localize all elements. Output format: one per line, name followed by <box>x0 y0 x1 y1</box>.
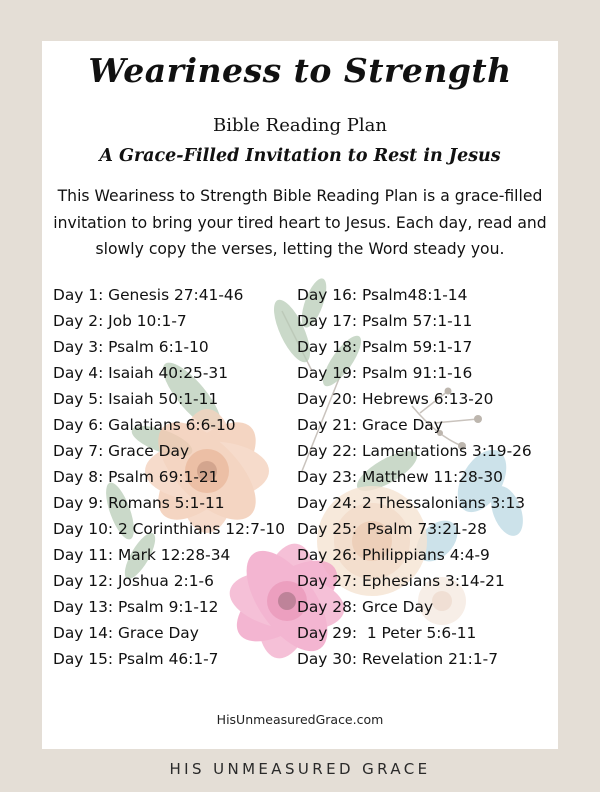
list-item: Day 11: Mark 12:28-34 <box>53 546 231 564</box>
list-item: Day 23: Matthew 11:28-30 <box>297 468 503 486</box>
list-item: Day 5: Isaiah 50:1-11 <box>53 390 219 408</box>
list-item: Day 17: Psalm 57:1-11 <box>297 312 473 330</box>
list-item: Day 24: 2 Thessalonians 3:13 <box>297 494 526 512</box>
list-item: Day 9: Romans 5:1-11 <box>53 494 225 512</box>
list-item: Day 22: Lamentations 3:19-26 <box>297 442 532 460</box>
list-item: Day 2: Job 10:1-7 <box>53 312 187 330</box>
list-item: Day 13: Psalm 9:1-12 <box>53 598 219 616</box>
intro-paragraph: This Weariness to Strength Bible Reading Plan is a grace-filled invitation to bring your tired heart to Jesus. Each day, read and slowly copy the verses, letting the Word steady you. <box>53 187 547 258</box>
brand-footer: HIS UNMEASURED GRACE <box>169 760 431 778</box>
list-item: Day 14: Grace Day <box>53 624 199 642</box>
reading-list-left <box>53 282 285 672</box>
list-item: Day 4: Isaiah 40:25-31 <box>53 364 228 382</box>
list-item: Day 8: Psalm 69:1-21 <box>53 468 219 486</box>
list-item: Day 25: Psalm 73:21-28 <box>297 520 487 538</box>
list-item: Day 30: Revelation 21:1-7 <box>297 650 498 668</box>
list-item: Day 26: Philippians 4:4-9 <box>297 546 490 564</box>
list-item: Day 20: Hebrews 6:13-20 <box>297 390 494 408</box>
list-item: Day 6: Galatians 6:6-10 <box>53 416 236 434</box>
list-item: Day 1: Genesis 27:41-46 <box>53 286 244 304</box>
list-item: Day 10: 2 Corinthians 12:7-10 <box>53 520 286 538</box>
plan-tagline: A Grace-Filled Invitation to Rest in Jesus <box>99 146 501 166</box>
list-item: Day 15: Psalm 46:1-7 <box>53 650 219 668</box>
plan-title: Weariness to Strength <box>88 51 512 90</box>
list-item: Day 7: Grace Day <box>53 442 190 460</box>
website-url: HisUnmeasuredGrace.com <box>216 712 384 727</box>
reading-list-right <box>297 282 532 672</box>
list-item: Day 29: 1 Peter 5:6-11 <box>297 624 477 642</box>
list-item: Day 28: Grce Day <box>297 598 434 616</box>
reading-plan-card <box>42 41 558 749</box>
list-item: Day 3: Psalm 6:1-10 <box>53 338 209 356</box>
list-item: Day 12: Joshua 2:1-6 <box>53 572 214 590</box>
list-item: Day 27: Ephesians 3:14-21 <box>297 572 505 590</box>
list-item: Day 21: Grace Day <box>297 416 443 434</box>
list-item: Day 19: Psalm 91:1-16 <box>297 364 473 382</box>
list-item: Day 16: Psalm48:1-14 <box>297 286 468 304</box>
list-item: Day 18: Psalm 59:1-17 <box>297 338 473 356</box>
plan-subtitle: Bible Reading Plan <box>213 115 387 136</box>
